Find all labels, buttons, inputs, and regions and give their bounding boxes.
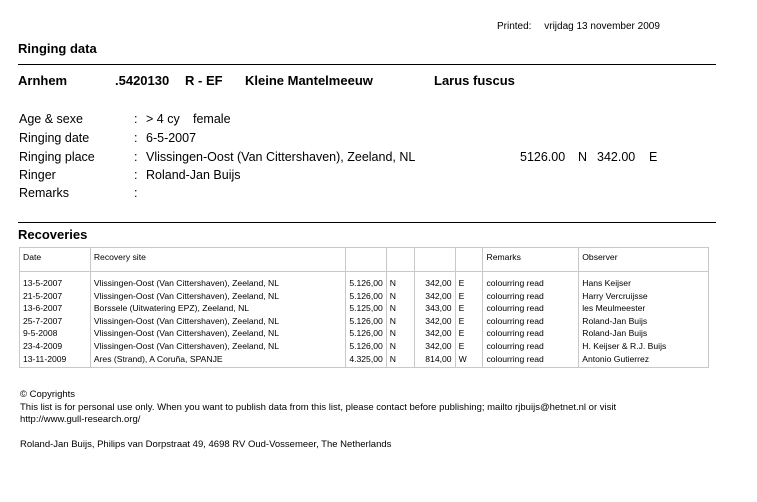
colon: : (134, 112, 138, 126)
longitude: 342,00 (414, 340, 455, 353)
recovery-date: 13-11-2009 (20, 353, 91, 368)
printed-date: vrijdag 13 november 2009 (544, 21, 660, 32)
page-title: Ringing data (18, 41, 97, 56)
recovery-remarks: colourring read (483, 353, 579, 368)
printed-line (497, 21, 660, 32)
ringer-value: Roland-Jan Buijs (146, 168, 241, 182)
table-row (20, 353, 709, 368)
observer: Harry Vercruijsse (579, 290, 709, 303)
recovery-site: Vlissingen-Oost (Van Cittershaven), Zeeland, NL (90, 277, 346, 290)
table-row (20, 290, 709, 303)
recovery-remarks: colourring read (483, 277, 579, 290)
recovery-site: Borssele (Uitwatering EPZ), Zeeland, NL (90, 302, 346, 315)
latitude-value: 5126.00 (520, 150, 566, 164)
recovery-date: 23-4-2009 (20, 340, 91, 353)
column-header (386, 248, 414, 272)
colon: : (134, 168, 138, 182)
table-row (20, 277, 709, 290)
recovery-remarks: colourring read (483, 327, 579, 340)
longitude: 342,00 (414, 315, 455, 328)
longitude-dir: E (455, 302, 483, 315)
observer: H. Keijser & R.J. Buijs (579, 340, 709, 353)
remarks-label: Remarks (19, 186, 70, 200)
observer: Roland-Jan Buijs (579, 315, 709, 328)
table-header-row (20, 248, 709, 272)
recovery-site: Ares (Strand), A Coruña, SPANJE (90, 353, 346, 368)
latitude-dir: N (386, 290, 414, 303)
age-value: > 4 cy (146, 112, 180, 126)
species-dutch-name: Kleine Mantelmeeuw (245, 73, 373, 88)
colon: : (134, 131, 138, 145)
longitude-dir: E (455, 327, 483, 340)
latitude: 5.126,00 (346, 340, 386, 353)
sex-value: female (193, 112, 231, 126)
observer: Hans Keijser (579, 277, 709, 290)
longitude-dir: E (455, 315, 483, 328)
longitude: 342,00 (414, 290, 455, 303)
column-header (455, 248, 483, 272)
ringing-place-value: Vlissingen-Oost (Van Cittershaven), Zeeland, NL (146, 150, 416, 164)
longitude: 814,00 (414, 353, 455, 368)
longitude: 342,00 (414, 277, 455, 290)
latitude: 5.126,00 (346, 315, 386, 328)
observer: Antonio Gutierrez (579, 353, 709, 368)
recovery-site: Vlissingen-Oost (Van Cittershaven), Zeeland, NL (90, 327, 346, 340)
bird-location: Arnhem (18, 73, 68, 88)
recovery-remarks: colourring read (483, 315, 579, 328)
table-row (20, 340, 709, 353)
latitude-dir: N (386, 302, 414, 315)
ringing-place-label: Ringing place (19, 150, 95, 164)
usage-notice: This list is for personal use only. When you want to publish data from this list, please contact before publishing; mailto rjbuijs@hetnet.nl or visit (20, 402, 617, 413)
colon: : (134, 150, 138, 164)
latitude: 5.126,00 (346, 327, 386, 340)
latitude-dir: N (386, 277, 414, 290)
table-row (20, 315, 709, 328)
recovery-date: 21-5-2007 (20, 290, 91, 303)
ring-code: R - EF (185, 73, 223, 88)
species-latin-name: Larus fuscus (434, 73, 515, 88)
ringing-date-label: Ringing date (19, 131, 90, 145)
recovery-remarks: colourring read (483, 340, 579, 353)
ringing-date-value: 6-5-2007 (146, 131, 197, 145)
longitude: 342,00 (414, 327, 455, 340)
longitude-dir: E (455, 290, 483, 303)
column-header: Recovery site (90, 248, 346, 272)
column-header (414, 248, 455, 272)
observer: les Meulmeester (579, 302, 709, 315)
longitude-dir: W (455, 353, 483, 368)
latitude: 5.126,00 (346, 290, 386, 303)
latitude: 4.325,00 (346, 353, 386, 368)
ringer-label: Ringer (19, 168, 56, 182)
recoveries-table (19, 247, 709, 368)
recovery-date: 9-5-2008 (20, 327, 91, 340)
recovery-date: 13-6-2007 (20, 302, 91, 315)
column-header (346, 248, 386, 272)
ring-number: .5420130 (115, 73, 170, 88)
longitude-dir: E (455, 340, 483, 353)
printed-label: Printed: (497, 21, 532, 32)
address: Roland-Jan Buijs, Philips van Dorpstraat 49, 4698 RV Oud-Vossemeer, The Netherlands (20, 439, 392, 450)
table-row (20, 302, 709, 315)
recovery-site: Vlissingen-Oost (Van Cittershaven), Zeeland, NL (90, 290, 346, 303)
latitude-dir: N (386, 315, 414, 328)
copyright-notice: © Copyrights (20, 389, 76, 400)
divider (18, 64, 716, 65)
recovery-remarks: colourring read (483, 290, 579, 303)
recovery-date: 13-5-2007 (20, 277, 91, 290)
recovery-date: 25-7-2007 (20, 315, 91, 328)
recovery-site: Vlissingen-Oost (Van Cittershaven), Zeeland, NL (90, 315, 346, 328)
longitude-value: 342.00 (597, 150, 636, 164)
website-link[interactable]: http://www.gull-research.org/ (20, 414, 141, 425)
table-row (20, 327, 709, 340)
latitude-dir: N (386, 327, 414, 340)
recovery-site: Vlissingen-Oost (Van Cittershaven), Zeeland, NL (90, 340, 346, 353)
recovery-remarks: colourring read (483, 302, 579, 315)
column-header: Date (20, 248, 91, 272)
latitude: 5.125,00 (346, 302, 386, 315)
divider (18, 222, 716, 223)
longitude-dir: E (455, 277, 483, 290)
observer: Roland-Jan Buijs (579, 327, 709, 340)
column-header: Observer (579, 248, 709, 272)
longitude: 343,00 (414, 302, 455, 315)
recoveries-title: Recoveries (18, 227, 88, 242)
latitude: 5.126,00 (346, 277, 386, 290)
column-header: Remarks (483, 248, 579, 272)
longitude-direction: E (649, 150, 658, 164)
colon: : (134, 186, 138, 200)
latitude-dir: N (386, 353, 414, 368)
age-label: Age & sexe (19, 112, 83, 126)
latitude-direction: N (578, 150, 588, 164)
latitude-dir: N (386, 340, 414, 353)
